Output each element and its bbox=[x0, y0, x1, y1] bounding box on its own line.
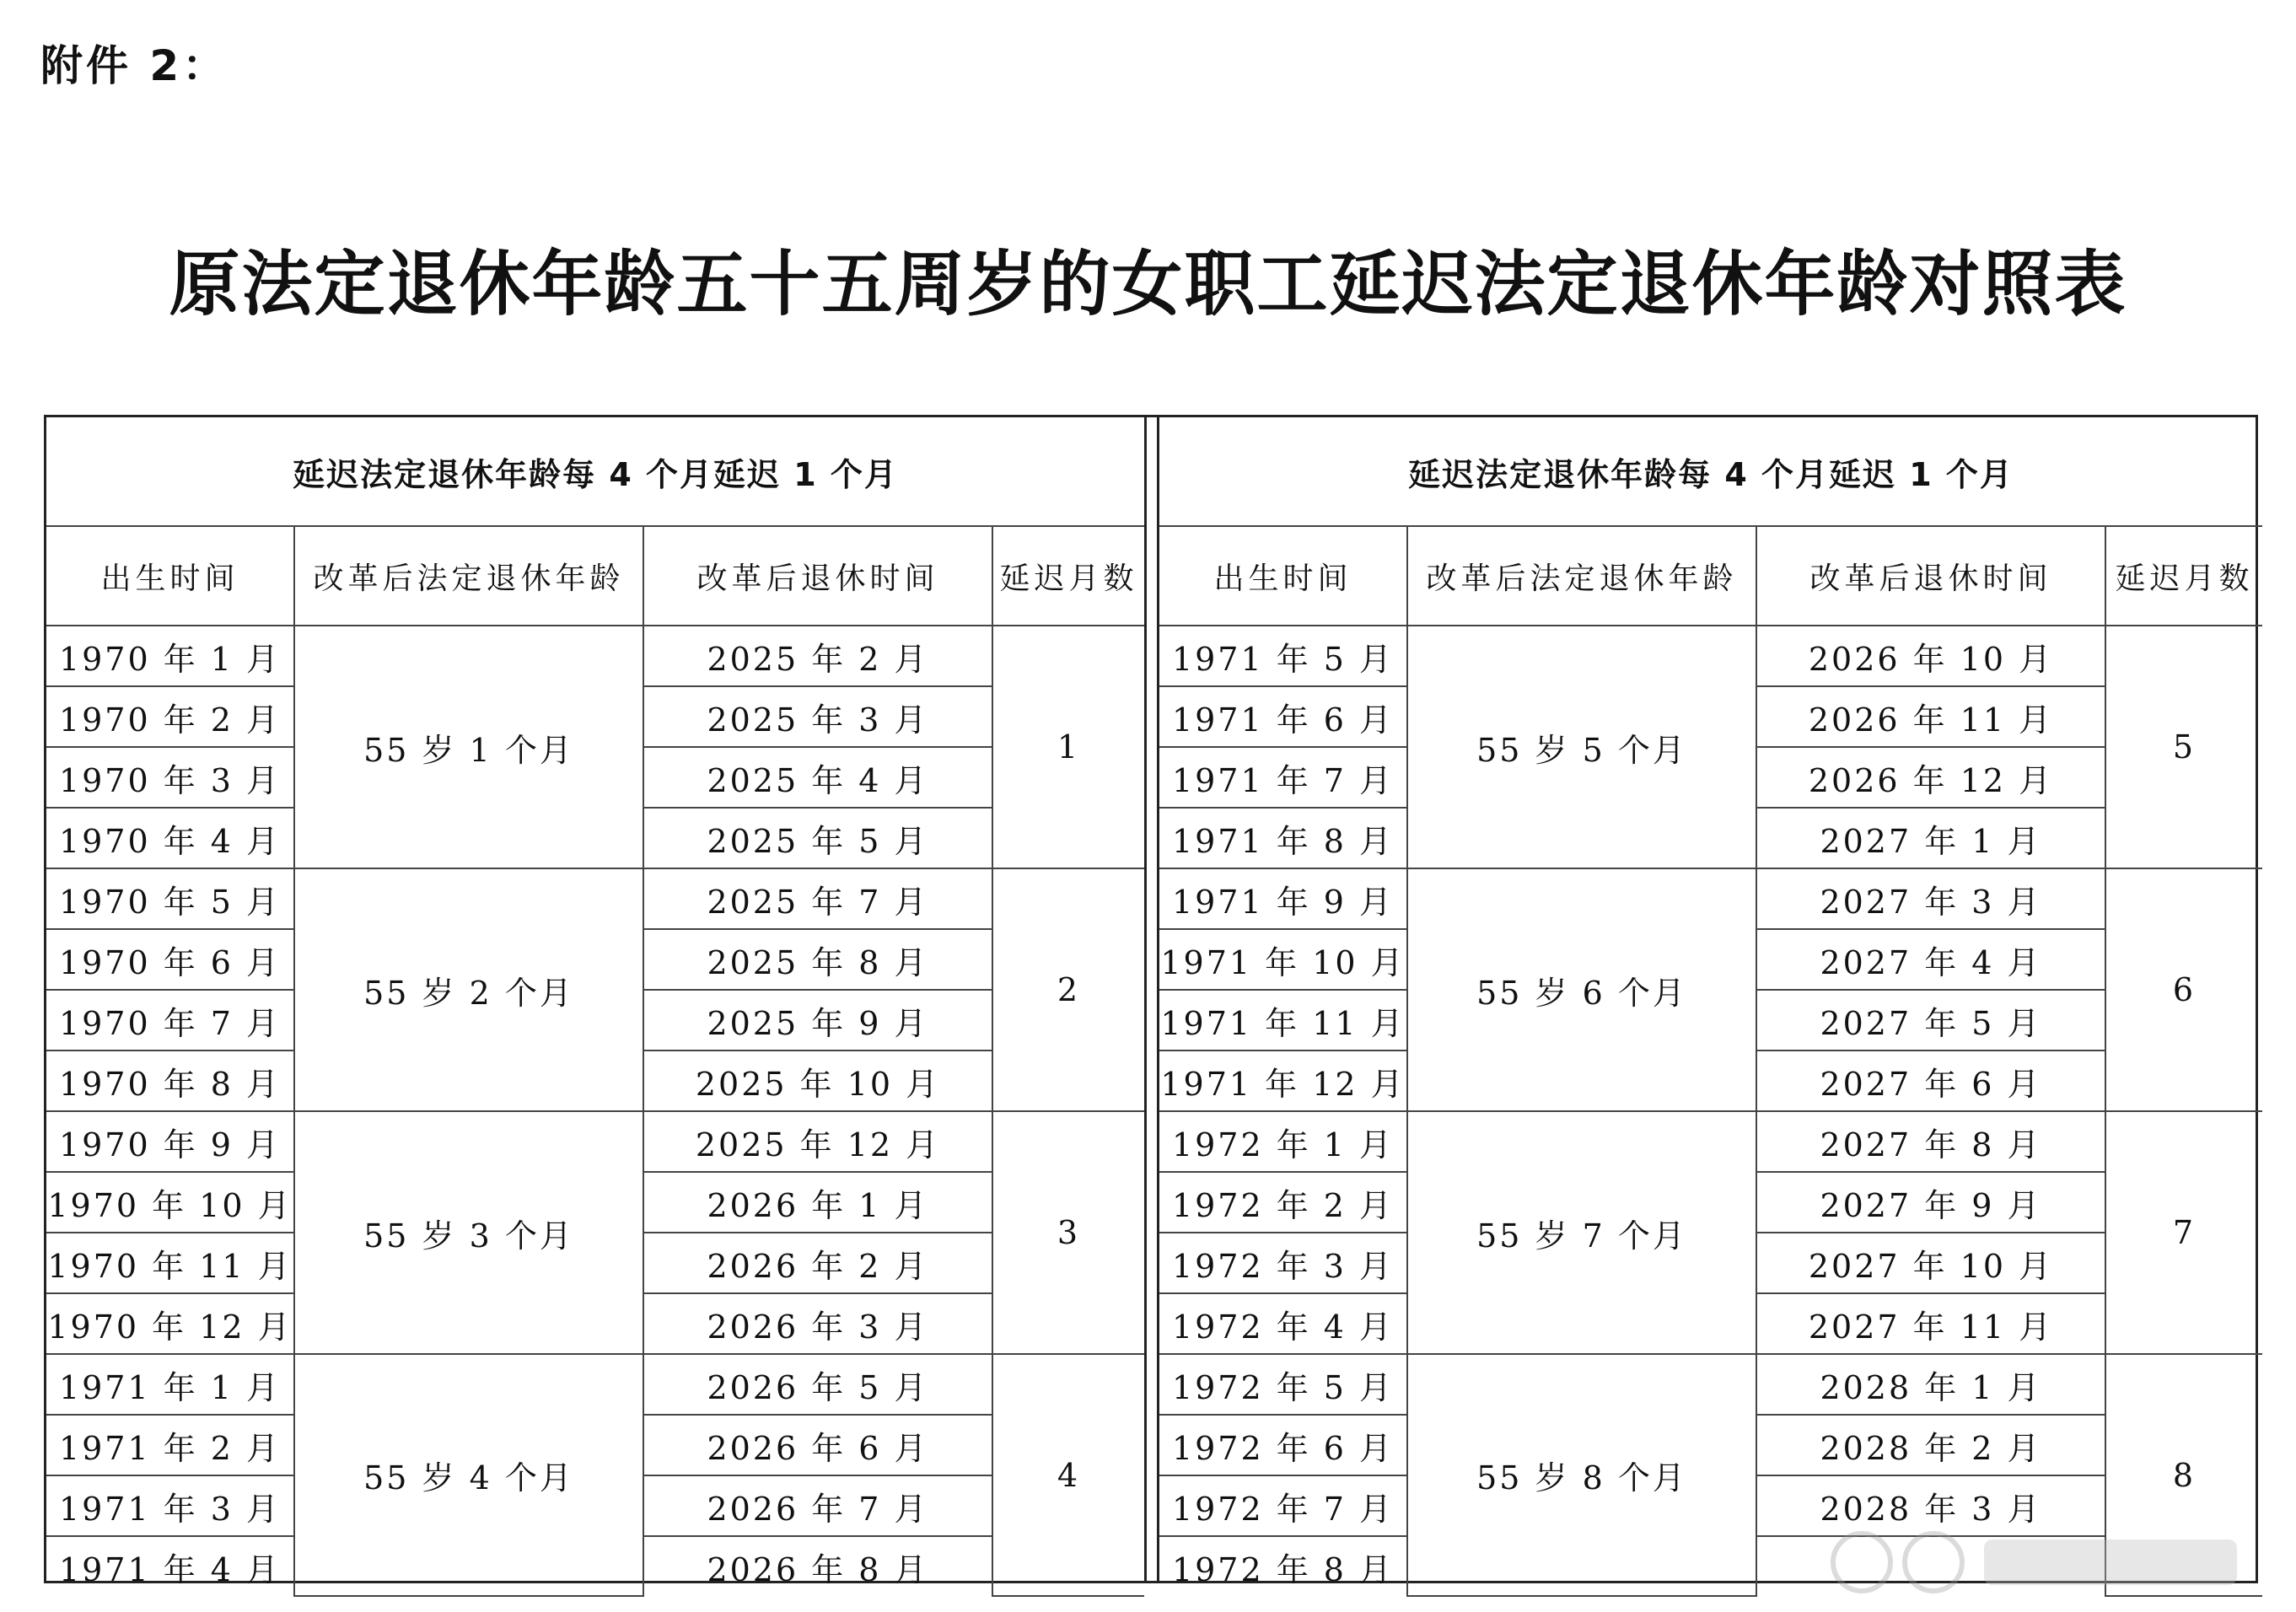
birth-date-cell: 1971 年 7 月 bbox=[1159, 747, 1407, 808]
birth-date-cell: 1970 年 9 月 bbox=[46, 1111, 294, 1172]
retirement-date-cell: 2026 年 11 月 bbox=[1756, 686, 2105, 747]
birth-date-cell: 1971 年 5 月 bbox=[1159, 626, 1407, 686]
col-header-retirement-age: 改革后法定退休年龄 bbox=[1407, 526, 1756, 626]
birth-date-cell: 1970 年 12 月 bbox=[46, 1293, 294, 1354]
table-row bbox=[46, 868, 1144, 929]
retirement-date-cell: 2026 年 10 月 bbox=[1756, 626, 2105, 686]
birth-date-cell: 1971 年 2 月 bbox=[46, 1415, 294, 1475]
retirement-age-cell: 55 岁 6 个月 bbox=[1407, 868, 1756, 1111]
retirement-date-cell: 2027 年 3 月 bbox=[1756, 868, 2105, 929]
table-row bbox=[1159, 626, 2262, 686]
birth-date-cell: 1972 年 8 月 bbox=[1159, 1536, 1407, 1596]
retirement-date-cell: 2025 年 10 月 bbox=[643, 1050, 992, 1111]
retirement-date-cell: 2025 年 7 月 bbox=[643, 868, 992, 929]
birth-date-cell: 1971 年 3 月 bbox=[46, 1475, 294, 1536]
birth-date-cell: 1970 年 11 月 bbox=[46, 1233, 294, 1293]
comparison-tables bbox=[44, 415, 2258, 1588]
retirement-table-left bbox=[46, 417, 1144, 1597]
delay-months-cell: 1 bbox=[992, 626, 1144, 868]
birth-date-cell: 1970 年 7 月 bbox=[46, 990, 294, 1050]
delay-months-cell: 4 bbox=[992, 1354, 1144, 1596]
birth-date-cell: 1970 年 3 月 bbox=[46, 747, 294, 808]
table-row bbox=[1159, 1354, 2262, 1415]
birth-date-cell: 1972 年 3 月 bbox=[1159, 1233, 1407, 1293]
table-row bbox=[1159, 868, 2262, 929]
table-group-header: 延迟法定退休年龄每 4 个月延迟 1 个月 bbox=[46, 417, 1144, 526]
col-header-birth-date: 出生时间 bbox=[46, 526, 294, 626]
birth-date-cell: 1972 年 6 月 bbox=[1159, 1415, 1407, 1475]
retirement-date-cell: 2028 年 3 月 bbox=[1756, 1475, 2105, 1536]
col-header-retirement-date: 改革后退休时间 bbox=[1756, 526, 2105, 626]
retirement-date-cell: 2025 年 3 月 bbox=[643, 686, 992, 747]
table-left-container bbox=[46, 417, 1147, 1588]
retirement-date-cell: 2026 年 3 月 bbox=[643, 1293, 992, 1354]
retirement-date-cell: 2027 年 9 月 bbox=[1756, 1172, 2105, 1233]
col-header-birth-date: 出生时间 bbox=[1159, 526, 1407, 626]
birth-date-cell: 1971 年 1 月 bbox=[46, 1354, 294, 1415]
delay-months-cell: 6 bbox=[2105, 868, 2262, 1111]
birth-date-cell: 1972 年 7 月 bbox=[1159, 1475, 1407, 1536]
retirement-date-cell: 2026 年 12 月 bbox=[1756, 747, 2105, 808]
document-title: 原法定退休年龄五十五周岁的女职工延迟法定退休年龄对照表 bbox=[169, 242, 2127, 325]
retirement-date-cell: 2025 年 12 月 bbox=[643, 1111, 992, 1172]
retirement-date-cell: 2027 年 5 月 bbox=[1756, 990, 2105, 1050]
retirement-table-right bbox=[1159, 417, 2262, 1597]
birth-date-cell: 1971 年 6 月 bbox=[1159, 686, 1407, 747]
birth-date-cell: 1971 年 9 月 bbox=[1159, 868, 1407, 929]
table-row bbox=[46, 1354, 1144, 1415]
birth-date-cell: 1970 年 4 月 bbox=[46, 808, 294, 868]
retirement-date-cell: 2026 年 2 月 bbox=[643, 1233, 992, 1293]
table-row bbox=[1159, 1111, 2262, 1172]
birth-date-cell: 1972 年 1 月 bbox=[1159, 1111, 1407, 1172]
retirement-date-cell: 2027 年 8 月 bbox=[1756, 1111, 2105, 1172]
col-header-retirement-date: 改革后退休时间 bbox=[643, 526, 992, 626]
birth-date-cell: 1972 年 4 月 bbox=[1159, 1293, 1407, 1354]
retirement-age-cell: 55 岁 2 个月 bbox=[294, 868, 643, 1111]
col-header-delay-months: 延迟月数 bbox=[992, 526, 1144, 626]
birth-date-cell: 1971 年 11 月 bbox=[1159, 990, 1407, 1050]
delay-months-cell: 5 bbox=[2105, 626, 2262, 868]
table-row bbox=[46, 1111, 1144, 1172]
retirement-date-cell: 2026 年 5 月 bbox=[643, 1354, 992, 1415]
birth-date-cell: 1972 年 5 月 bbox=[1159, 1354, 1407, 1415]
retirement-date-cell: 2028 年 2 月 bbox=[1756, 1415, 2105, 1475]
retirement-date-cell: 2025 年 2 月 bbox=[643, 626, 992, 686]
birth-date-cell: 1970 年 2 月 bbox=[46, 686, 294, 747]
birth-date-cell: 1970 年 5 月 bbox=[46, 868, 294, 929]
table-row bbox=[46, 626, 1144, 686]
delay-months-cell: 2 bbox=[992, 868, 1144, 1111]
birth-date-cell: 1970 年 1 月 bbox=[46, 626, 294, 686]
delay-months-cell: 7 bbox=[2105, 1111, 2262, 1354]
birth-date-cell: 1970 年 10 月 bbox=[46, 1172, 294, 1233]
retirement-date-cell: 2026 年 1 月 bbox=[643, 1172, 992, 1233]
retirement-date-cell: 2026 年 7 月 bbox=[643, 1475, 992, 1536]
retirement-age-cell: 55 岁 7 个月 bbox=[1407, 1111, 1756, 1354]
retirement-age-cell: 55 岁 3 个月 bbox=[294, 1111, 643, 1354]
retirement-date-cell: 2025 年 8 月 bbox=[643, 929, 992, 990]
col-header-retirement-age: 改革后法定退休年龄 bbox=[294, 526, 643, 626]
birth-date-cell: 1972 年 2 月 bbox=[1159, 1172, 1407, 1233]
birth-date-cell: 1970 年 8 月 bbox=[46, 1050, 294, 1111]
birth-date-cell: 1970 年 6 月 bbox=[46, 929, 294, 990]
table-group-header: 延迟法定退休年龄每 4 个月延迟 1 个月 bbox=[1159, 417, 2262, 526]
watermark-logo bbox=[1824, 1524, 2262, 1600]
retirement-date-cell: 2025 年 9 月 bbox=[643, 990, 992, 1050]
col-header-delay-months: 延迟月数 bbox=[2105, 526, 2262, 626]
birth-date-cell: 1971 年 8 月 bbox=[1159, 808, 1407, 868]
attachment-label: 附件 2： bbox=[40, 41, 229, 90]
retirement-date-cell: 2027 年 1 月 bbox=[1756, 808, 2105, 868]
retirement-date-cell: 2027 年 4 月 bbox=[1756, 929, 2105, 990]
birth-date-cell: 1971 年 4 月 bbox=[46, 1536, 294, 1596]
retirement-date-cell: 2026 年 8 月 bbox=[643, 1536, 992, 1596]
retirement-date-cell: 2027 年 10 月 bbox=[1756, 1233, 2105, 1293]
retirement-age-cell: 55 岁 8 个月 bbox=[1407, 1354, 1756, 1596]
retirement-date-cell: 2027 年 11 月 bbox=[1756, 1293, 2105, 1354]
birth-date-cell: 1971 年 12 月 bbox=[1159, 1050, 1407, 1111]
birth-date-cell: 1971 年 10 月 bbox=[1159, 929, 1407, 990]
delay-months-cell: 3 bbox=[992, 1111, 1144, 1354]
retirement-date-cell: 2025 年 5 月 bbox=[643, 808, 992, 868]
retirement-date-cell: 2028 年 1 月 bbox=[1756, 1354, 2105, 1415]
retirement-age-cell: 55 岁 1 个月 bbox=[294, 626, 643, 868]
delay-months-cell: 8 bbox=[2105, 1354, 2262, 1596]
retirement-age-cell: 55 岁 5 个月 bbox=[1407, 626, 1756, 868]
table-right-container bbox=[1157, 417, 2262, 1588]
retirement-date-cell: 2025 年 4 月 bbox=[643, 747, 992, 808]
retirement-age-cell: 55 岁 4 个月 bbox=[294, 1354, 643, 1596]
retirement-date-cell: 2026 年 6 月 bbox=[643, 1415, 992, 1475]
retirement-date-cell: 2027 年 6 月 bbox=[1756, 1050, 2105, 1111]
